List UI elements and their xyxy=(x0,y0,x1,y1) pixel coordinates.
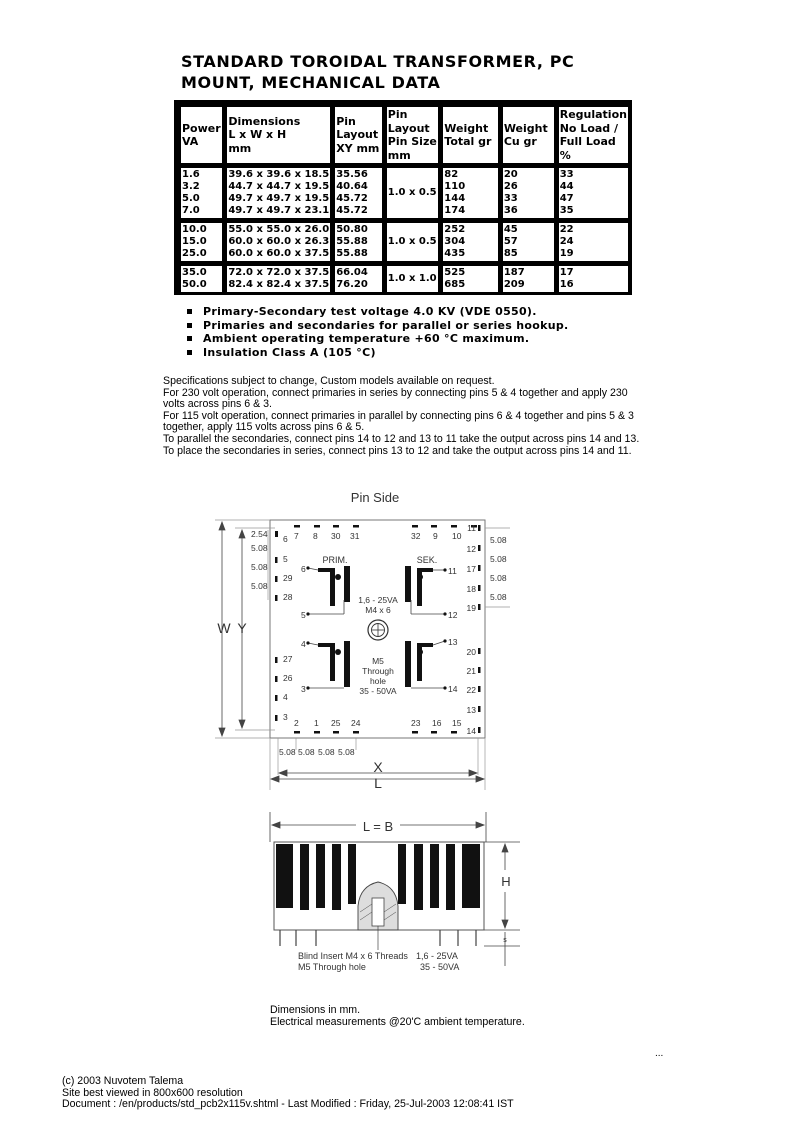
pin-side-outline xyxy=(270,520,485,738)
header-pin-layout: Pin Layout XY mm xyxy=(334,106,383,164)
pin-label: 32 xyxy=(411,531,421,541)
pin-label: 29 xyxy=(283,573,293,583)
cell-regulation: 33 44 47 35 xyxy=(558,167,629,219)
pin-label: 28 xyxy=(283,592,293,602)
pin-label: 30 xyxy=(331,531,341,541)
cell-weight-cu: 20 26 33 36 xyxy=(502,167,555,219)
header-pin-size: Pin Layout Pin Size mm xyxy=(386,106,440,164)
insert-line-1: Blind Insert M4 x 6 Threads xyxy=(298,951,408,961)
cell-dimensions: 72.0 x 72.0 x 37.5 82.4 x 82.4 x 37.5 xyxy=(226,265,331,293)
pin-mark xyxy=(294,525,300,528)
pin-label: 26 xyxy=(283,673,293,683)
feature-list xyxy=(186,305,569,359)
footer-copyright: (c) 2003 Nuvotem Talema xyxy=(62,1075,184,1087)
winding-mark xyxy=(330,568,335,606)
ellipsis-marker: ... xyxy=(655,1048,664,1059)
pin-dot xyxy=(443,686,446,689)
winding-dot xyxy=(417,649,423,655)
pin-mark xyxy=(478,686,481,692)
footer-document: Document : /en/products/std_pcb2x115v.shtml - Last Modified : Friday, 25-Jul-2003 12:08:41 IST xyxy=(62,1098,514,1111)
winding-bar xyxy=(462,844,480,908)
note-line: To place the secondaries in series, connect pins 13 to 12 and take the output across pins 14 and 11. xyxy=(163,444,632,457)
pin-label: 19 xyxy=(466,603,476,613)
winding-bar xyxy=(446,844,455,910)
pitch-label: 5.08 xyxy=(251,562,268,572)
list-item: Insulation Class A (105 °C) xyxy=(186,346,569,360)
pin-dot xyxy=(306,686,309,689)
pin-label: 11 xyxy=(467,523,476,533)
cell-dimensions: 55.0 x 55.0 x 26.0 60.0 x 60.0 x 26.3 60.0 x 60.0 x 37.5 xyxy=(226,222,331,262)
cell-weight-total: 525 685 xyxy=(442,265,499,293)
bullet-square-icon xyxy=(187,350,192,355)
pin-label: 22 xyxy=(466,685,476,695)
bullet-square-icon xyxy=(187,323,192,328)
winding-mark xyxy=(344,566,350,602)
insert-thread xyxy=(372,898,384,926)
cell-weight-total: 82 110 144 174 xyxy=(442,167,499,219)
pin-dot xyxy=(306,566,309,569)
pin-mark xyxy=(478,706,481,712)
pitch-label: 5.08 xyxy=(251,581,268,591)
cell-weight-cu: 187 209 xyxy=(502,265,555,293)
coil-pin-label: 12 xyxy=(448,610,458,620)
pin-mark xyxy=(275,576,278,582)
table-row xyxy=(180,265,629,293)
cell-power: 35.0 50.0 xyxy=(180,265,223,293)
pin-mark xyxy=(353,525,359,528)
cell-pin-size: 1.0 x 1.0 xyxy=(386,265,440,293)
pin-label: 7 xyxy=(294,531,299,541)
cell-pin-xy: 66.04 76.20 xyxy=(334,265,383,293)
coil-pin-label: 4 xyxy=(301,639,306,649)
winding-mark xyxy=(405,641,411,687)
winding-dot xyxy=(335,649,341,655)
note-line: For 115 volt operation, connect primaries in parallel by connecting pins 6 & 4 together and pins 5 & 3 xyxy=(163,409,634,422)
winding-bar xyxy=(332,844,341,910)
pin-label: 3 xyxy=(283,712,288,722)
pin-mark xyxy=(478,648,481,654)
table-row xyxy=(180,222,629,262)
pin-label: 20 xyxy=(466,647,476,657)
pitch-label: 5.08 xyxy=(338,747,355,757)
l-label: L xyxy=(374,775,382,791)
table-row xyxy=(180,167,629,219)
pin-mark xyxy=(314,525,320,528)
pitch-label: 5.08 xyxy=(490,592,507,602)
pitch-label: 5.08 xyxy=(298,747,315,757)
list-item: Primary-Secondary test voltage 4.0 KV (VDE 0550). xyxy=(186,305,569,319)
winding-mark xyxy=(417,568,422,606)
pin-label: 25 xyxy=(331,718,341,728)
cell-power: 10.0 15.0 25.0 xyxy=(180,222,223,262)
header-weight-total: Weight Total gr xyxy=(442,106,499,164)
pitch-label: 5.08 xyxy=(490,554,507,564)
pin-mark xyxy=(478,525,481,531)
pin-mark xyxy=(353,731,359,734)
cell-power: 1.6 3.2 5.0 7.0 xyxy=(180,167,223,219)
note-line: For 230 volt operation, connect primaries in series by connecting pins 5 & 4 together and apply 230 xyxy=(163,386,628,399)
pin-mark xyxy=(431,731,437,734)
pin-mark xyxy=(314,731,320,734)
pitch-label: 2.54 xyxy=(251,529,268,539)
pin-mark xyxy=(333,731,339,734)
spec-table xyxy=(177,103,632,296)
pin-label: 12 xyxy=(466,544,476,554)
pin-label: 16 xyxy=(432,718,442,728)
prim-label: PRIM. xyxy=(322,555,348,565)
pin-mark xyxy=(478,565,481,571)
pin-mark xyxy=(431,525,437,528)
cell-pin-xy: 35.56 40.64 45.72 45.72 xyxy=(334,167,383,219)
coil-pin-label: 6 xyxy=(301,564,306,574)
y-label: Y xyxy=(237,620,247,636)
header-regulation: Regulation No Load / Full Load % xyxy=(558,106,629,164)
cell-weight-cu: 45 57 85 xyxy=(502,222,555,262)
pin-label: 6 xyxy=(283,534,288,544)
pin-label: 4 xyxy=(283,692,288,702)
pin-label: 27 xyxy=(283,654,293,664)
winding-mark xyxy=(344,641,350,687)
pin-label: 31 xyxy=(350,531,360,541)
winding-bar xyxy=(414,844,423,910)
page-title xyxy=(181,51,601,93)
coil-pin-label: 11 xyxy=(448,566,457,576)
pin-label: 5 xyxy=(283,554,288,564)
header-dimensions: Dimensions L x W x H mm xyxy=(226,106,331,164)
winding-bar xyxy=(316,844,325,908)
winding-mark xyxy=(330,643,335,681)
pin-label: 24 xyxy=(351,718,361,728)
w-label: W xyxy=(217,620,231,636)
x-label: X xyxy=(373,759,383,775)
page-footer xyxy=(62,1076,514,1111)
cell-weight-total: 252 304 435 xyxy=(442,222,499,262)
pin-mark xyxy=(275,595,278,601)
pin-mark xyxy=(275,657,278,663)
insert-range-2: 35 - 50VA xyxy=(420,962,460,972)
footer-resolution: Site best viewed in 800x600 resolution xyxy=(62,1086,243,1099)
note-line: To parallel the secondaries, connect pins 14 to 12 and 13 to 11 take the output across pins 14 and 13. xyxy=(163,432,640,445)
center-upper-text: 1,6 - 25VA xyxy=(358,595,398,605)
pin-label: 18 xyxy=(466,584,476,594)
header-power: Power VA xyxy=(180,106,223,164)
winding-dot xyxy=(335,574,341,580)
winding-bar xyxy=(398,844,406,904)
pin-mark xyxy=(412,525,418,528)
pin-dot xyxy=(306,641,309,644)
winding-bar xyxy=(300,844,309,910)
insert-range-1: 1,6 - 25VA xyxy=(416,951,458,961)
note-line: together, apply 115 volts across pins 6 & 5. xyxy=(163,421,365,434)
pin-mark xyxy=(451,731,457,734)
pin-mark xyxy=(478,604,481,610)
pin-label: 9 xyxy=(433,531,438,541)
pin-mark xyxy=(333,525,339,528)
list-item: Primaries and secondaries for parallel or series hookup. xyxy=(186,319,569,333)
note-line: Dimensions in mm. xyxy=(270,1004,361,1016)
pin-label: 1 xyxy=(314,718,319,728)
pin-mark xyxy=(478,727,481,733)
s-label: s xyxy=(503,937,507,944)
pin-dot xyxy=(443,639,446,642)
pin-mark xyxy=(275,676,278,682)
pitch-label: 5.08 xyxy=(490,535,507,545)
pin-label: 21 xyxy=(466,666,476,676)
pin-label: 2 xyxy=(294,718,299,728)
pin-label: 10 xyxy=(452,531,462,541)
winding-bar xyxy=(276,844,293,908)
pin-mark xyxy=(275,557,278,563)
pin-mark xyxy=(275,531,278,537)
center-lower-text: Through xyxy=(362,666,394,676)
h-dimension-line xyxy=(484,842,520,966)
coil-pin-label: 3 xyxy=(301,684,306,694)
winding-mark xyxy=(417,643,422,681)
lb-label: L = B xyxy=(362,819,394,834)
spec-table-frame xyxy=(174,100,632,295)
bullet-square-icon xyxy=(187,336,192,341)
pin-label: 14 xyxy=(466,726,476,736)
pin-mark xyxy=(478,585,481,591)
title-line-1: STANDARD TOROIDAL TRANSFORMER, PC xyxy=(181,52,575,71)
pin-mark xyxy=(478,667,481,673)
cell-regulation: 17 16 xyxy=(558,265,629,293)
title-line-2: MOUNT, MECHANICAL DATA xyxy=(181,73,441,92)
list-item: Ambient operating temperature +60 °C maximum. xyxy=(186,332,569,346)
pin-dot xyxy=(443,612,446,615)
pin-label: 8 xyxy=(313,531,318,541)
h-label: H xyxy=(501,874,511,889)
coil-pin-label: 14 xyxy=(448,684,458,694)
pitch-label: 5.08 xyxy=(251,543,268,553)
center-upper-text: M4 x 6 xyxy=(365,605,391,615)
cell-pin-size: 1.0 x 0.5 xyxy=(386,222,440,262)
pitch-label: 5.08 xyxy=(318,747,335,757)
bullet-square-icon xyxy=(187,309,192,314)
winding-dot xyxy=(417,574,423,580)
spec-notes xyxy=(163,376,683,457)
pin-label: 15 xyxy=(452,718,462,728)
pin-mark xyxy=(478,545,481,551)
pin-mark xyxy=(451,525,457,528)
center-lower-text: M5 xyxy=(372,656,384,666)
winding-bar xyxy=(430,844,439,908)
pin-mark xyxy=(275,695,278,701)
table-header-row xyxy=(180,106,629,164)
note-line: Electrical measurements @20'C ambient temperature. xyxy=(270,1016,525,1028)
insert-line-2: M5 Through hole xyxy=(298,962,366,972)
header-weight-cu: Weight Cu gr xyxy=(502,106,555,164)
winding-bar xyxy=(348,844,356,904)
pitch-label: 5.08 xyxy=(490,573,507,583)
pin-label: 13 xyxy=(466,705,476,715)
sek-label: SEK. xyxy=(416,555,438,565)
winding-mark xyxy=(405,566,411,602)
note-line: volts across pins 6 & 3. xyxy=(163,398,272,411)
cell-pin-size: 1.0 x 0.5 xyxy=(386,167,440,219)
pin-dot xyxy=(306,612,309,615)
mechanical-drawing xyxy=(205,485,535,985)
pin-side-title: Pin Side xyxy=(350,490,400,505)
coil-pin-label: 5 xyxy=(301,610,306,620)
center-lower-text: hole xyxy=(369,676,387,686)
pin-dot xyxy=(443,568,446,571)
pin-label: 17 xyxy=(466,564,476,574)
pin-mark xyxy=(275,715,278,721)
pin-mark xyxy=(412,731,418,734)
center-lower-text: 35 - 50VA xyxy=(359,686,397,696)
cell-dimensions: 39.6 x 39.6 x 18.5 44.7 x 44.7 x 19.5 49.7 x 49.7 x 19.5 49.7 x 49.7 x 23.1 xyxy=(226,167,331,219)
pin-label: 23 xyxy=(411,718,421,728)
dimensions-note xyxy=(270,1004,525,1028)
pin-mark xyxy=(294,731,300,734)
cell-regulation: 22 24 19 xyxy=(558,222,629,262)
cell-pin-xy: 50.80 55.88 55.88 xyxy=(334,222,383,262)
coil-pin-label: 13 xyxy=(448,637,458,647)
note-line: Specifications subject to change, Custom models available on request. xyxy=(163,375,495,387)
pitch-label: 5.08 xyxy=(279,747,296,757)
